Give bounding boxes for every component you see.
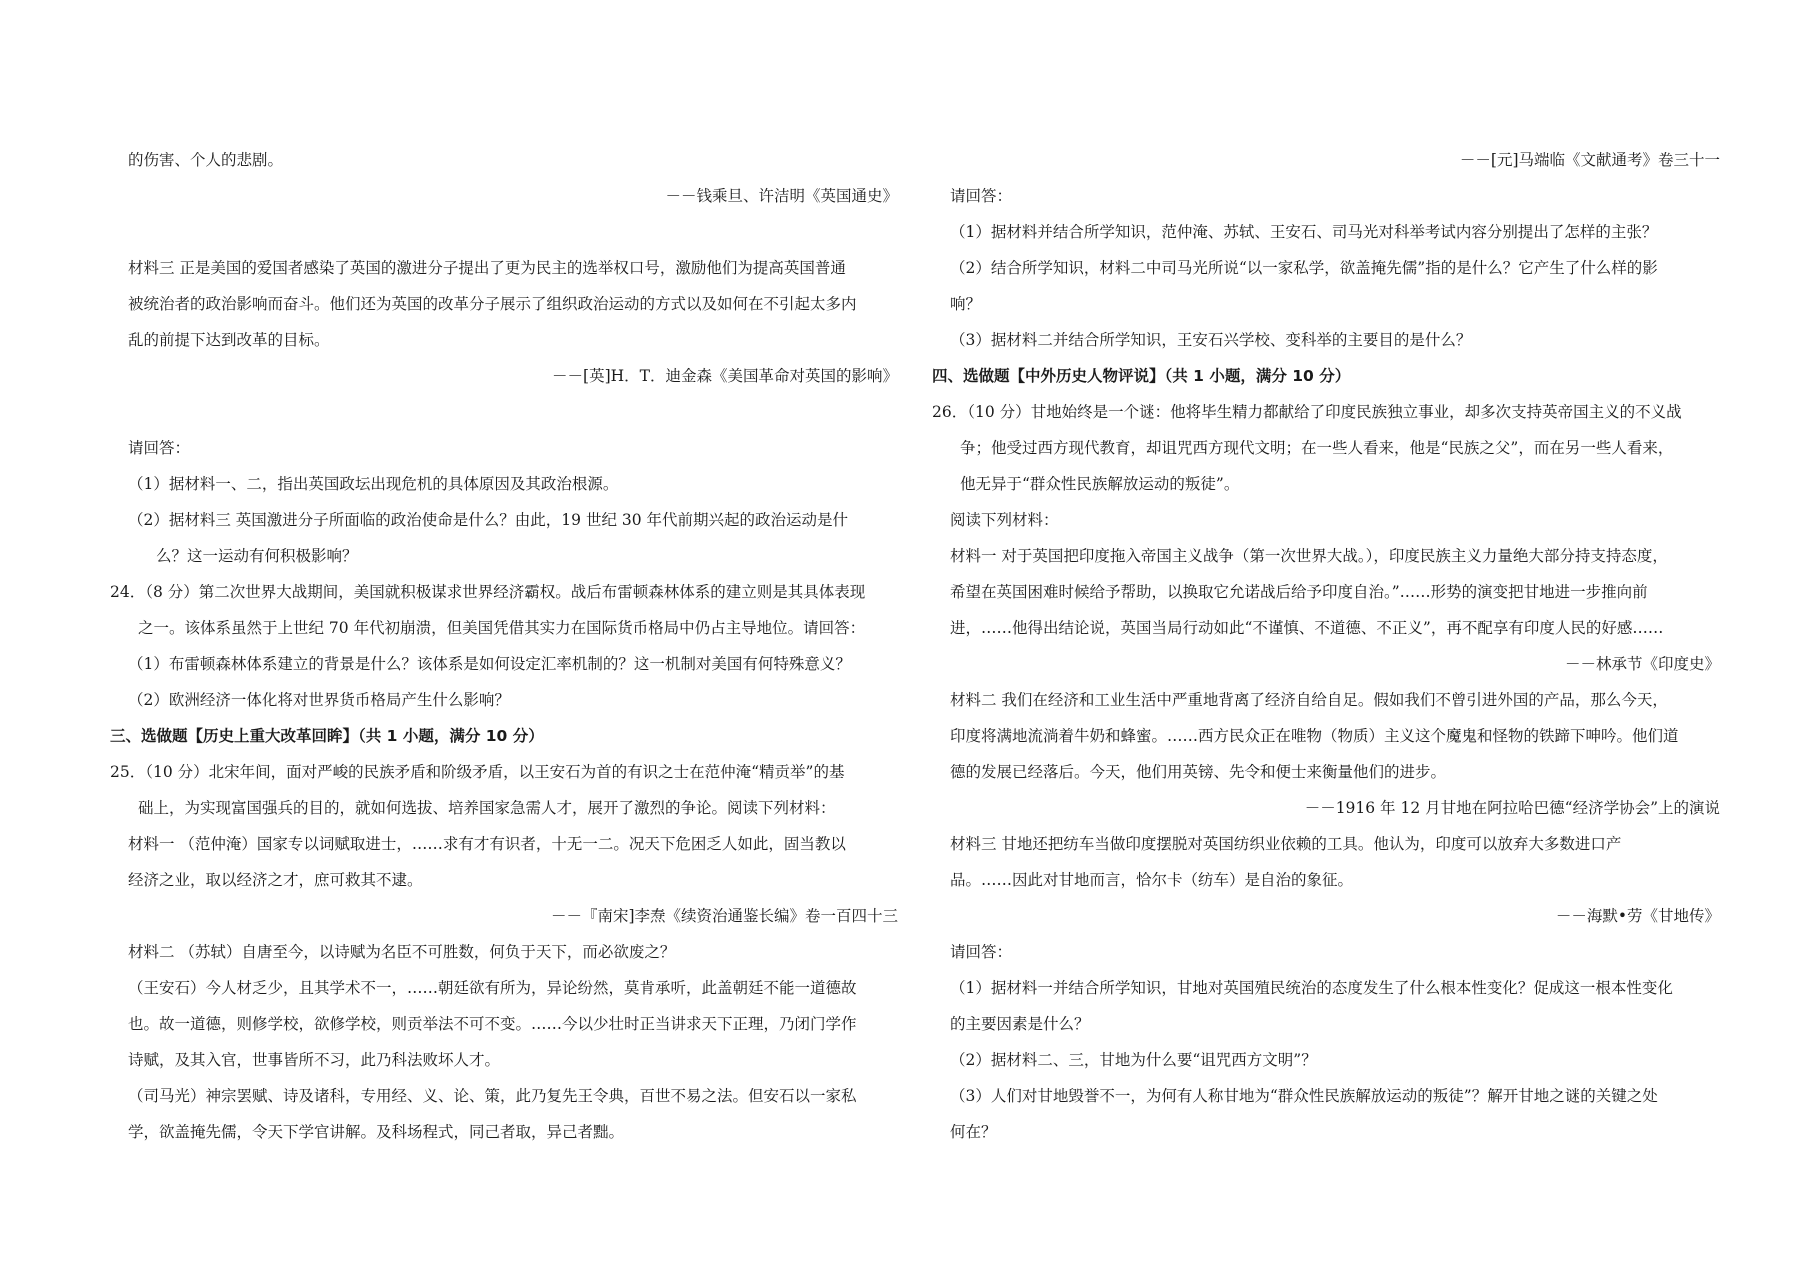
- text-line: 的伤害、个人的悲剧。: [128, 151, 284, 169]
- source-citation: －－『南宋]李焘《续资治通鉴长编》卷一百四十三: [550, 907, 898, 925]
- material-line: 学，欲盖掩先儒，令天下学官讲解。及科场程式，同己者取，异己者黜。: [128, 1123, 625, 1141]
- question-26-line: 争；他受过西方现代教育，却诅咒西方现代文明；在一些人看来，他是“民族之父”，而在另一些人看来，: [960, 439, 1674, 457]
- prompt-label: 请回答：: [950, 943, 1013, 961]
- source-citation: －－林承节《印度史》: [1564, 655, 1720, 673]
- question-line: 么？这一运动有何积极影响？: [156, 547, 358, 565]
- prompt-label: 请回答：: [128, 439, 191, 457]
- prompt-label: 请回答：: [950, 187, 1013, 205]
- question-line: （1）布雷顿森林体系建立的背景是什么？该体系是如何设定汇率机制的？这一机制对美国有何特殊意义？: [128, 655, 851, 673]
- material-line: 材料二 我们在经济和工业生活中严重地背离了经济自给自足。假如我们不曾引进外国的产品，那么今天，: [950, 691, 1668, 709]
- source-citation: －－钱乘旦、许洁明《英国通史》: [665, 187, 898, 205]
- right-column: [932, 142, 1720, 1150]
- material-line: （王安石）今人材乏少，且其学术不一，……朝廷欲有所为，异论纷然，莫肯承听，此盖朝廷不能一道德故: [128, 979, 857, 997]
- question-line: 的主要因素是什么？: [950, 1015, 1090, 1033]
- source-citation: －－[英]H．T．迪金森《美国革命对英国的影响》: [552, 367, 898, 385]
- question-line: 响？: [950, 295, 982, 313]
- material-three-line: 被统治者的政治影响而奋斗。他们还为英国的改革分子展示了组织政治运动的方式以及如何在不引起太多内: [128, 295, 857, 313]
- material-line: 材料一 对于英国把印度拖入帝国主义战争（第一次世界大战。），印度民族主义力量绝大部分持支持态度，: [950, 547, 1668, 565]
- question-24-line: 之一。该体系虽然于上世纪 70 年代初崩溃，但美国凭借其实力在国际货币格局中仍占主导地位。请回答：: [138, 619, 866, 637]
- question-line: （1）据材料一、二，指出英国政坛出现危机的具体原因及其政治根源。: [128, 475, 619, 493]
- question-line: （1）据材料一并结合所学知识，甘地对英国殖民统治的态度发生了什么根本性变化？促成这一根本性变化: [950, 979, 1673, 997]
- left-column: [110, 142, 898, 1150]
- question-line: 何在？: [950, 1123, 997, 1141]
- material-line: 也。故一道德，则修学校，欲修学校，则贡举法不可不变。……今以少壮时正当讲求天下正理，乃闭门学作: [128, 1015, 857, 1033]
- section-three-heading: 三、选做题【历史上重大改革回眸】（共 1 小题，满分 10 分）: [110, 727, 544, 745]
- question-line: （2）结合所学知识，材料二中司马光所说“以一家私学，欲盖掩先儒”指的是什么？它产生了什么样的影: [950, 259, 1658, 277]
- material-line: 品。……因此对甘地而言，恰尔卡（纺车）是自治的象征。: [950, 871, 1354, 889]
- material-three-line: 乱的前提下达到改革的目标。: [128, 331, 330, 349]
- spacer: [128, 214, 898, 250]
- question-line: （2）据材料二、三，甘地为什么要“诅咒西方文明”？: [950, 1051, 1317, 1069]
- material-line: 诗赋，及其入官，世事皆所不习，此乃科法败坏人才。: [128, 1051, 501, 1069]
- material-line: 材料一 （范仲淹）国家专以词赋取进士，……求有才有识者，十无一二。况天下危困乏人如此，固当教以: [128, 835, 846, 853]
- spacer: [128, 394, 898, 430]
- question-25-line: 础上，为实现富国强兵的目的，就如何选拔、培养国家急需人才，展开了激烈的争论。阅读下列材料：: [138, 799, 836, 817]
- section-four-heading: 四、选做题【中外历史人物评说】（共 1 小题，满分 10 分）: [932, 367, 1351, 385]
- question-26-line: 他无异于“群众性民族解放运动的叛徒”。: [960, 475, 1240, 493]
- question-26-line: 26．（10 分）甘地始终是一个谜：他将毕生精力都献给了印度民族独立事业，却多次支持英帝国主义的不义战: [932, 403, 1682, 421]
- material-line: 希望在英国困难时候给予帮助，以换取它允诺战后给予印度自治。”……形势的演变把甘地进一步推向前: [950, 583, 1648, 601]
- material-line: 进，……他得出结论说，英国当局行动如此“不谨慎、不道德、不正义”，再不配享有印度人民的好感……: [950, 619, 1664, 637]
- source-citation: －－[元]马端临《文献通考》卷三十一: [1459, 151, 1720, 169]
- source-citation: －－海默•劳《甘地传》: [1555, 907, 1720, 925]
- material-line: （司马光）神宗罢赋、诗及诸科，专用经、义、论、策，此乃复先王令典，百世不易之法。但安石以一家私: [128, 1087, 857, 1105]
- question-25-line: 25．（10 分）北宋年间，面对严峻的民族矛盾和阶级矛盾，以王安石为首的有识之士在范仲淹“精贡举”的基: [110, 763, 845, 781]
- question-line: （3）人们对甘地毁誉不一，为何有人称甘地为“群众性民族解放运动的叛徒”？解开甘地之谜的关键之处: [950, 1087, 1658, 1105]
- question-line: （3）据材料二并结合所学知识，王安石兴学校、变科举的主要目的是什么？: [950, 331, 1472, 349]
- question-line: （1）据材料并结合所学知识，范仲淹、苏轼、王安石、司马光对科举考试内容分别提出了怎样的主张？: [950, 223, 1658, 241]
- question-line: （2）据材料三 英国激进分子所面临的政治使命是什么？由此，19 世纪 30 年代前期兴起的政治运动是什: [128, 511, 849, 529]
- material-line: 印度将满地流淌着牛奶和蜂蜜。……西方民众正在唯物（物质）主义这个魔鬼和怪物的铁蹄下呻吟。他们道: [950, 727, 1679, 745]
- material-line: 经济之业，取以经济之才，庶可救其不逮。: [128, 871, 423, 889]
- material-line: 德的发展已经落后。今天，他们用英镑、先令和便士来衡量他们的进步。: [950, 763, 1447, 781]
- read-prompt: 阅读下列材料：: [950, 511, 1059, 529]
- question-24-line: 24．（8 分）第二次世界大战期间，美国就积极谋求世界经济霸权。战后布雷顿森林体系的建立则是其具体表现: [110, 583, 866, 601]
- material-line: 材料二 （苏轼）自唐至今，以诗赋为名臣不可胜数，何负于天下，而必欲废之？: [128, 943, 676, 961]
- question-line: （2）欧洲经济一体化将对世界货币格局产生什么影响？: [128, 691, 510, 709]
- source-citation: －－1916 年 12 月甘地在阿拉哈巴德“经济学协会”上的演说: [1304, 799, 1720, 817]
- material-three-line: 材料三 正是美国的爱国者感染了英国的激进分子提出了更为民主的选举权口号，激励他们为提高英国普通: [128, 259, 846, 277]
- material-line: 材料三 甘地还把纺车当做印度摆脱对英国纺织业依赖的工具。他认为，印度可以放弃大多数进口产: [950, 835, 1622, 853]
